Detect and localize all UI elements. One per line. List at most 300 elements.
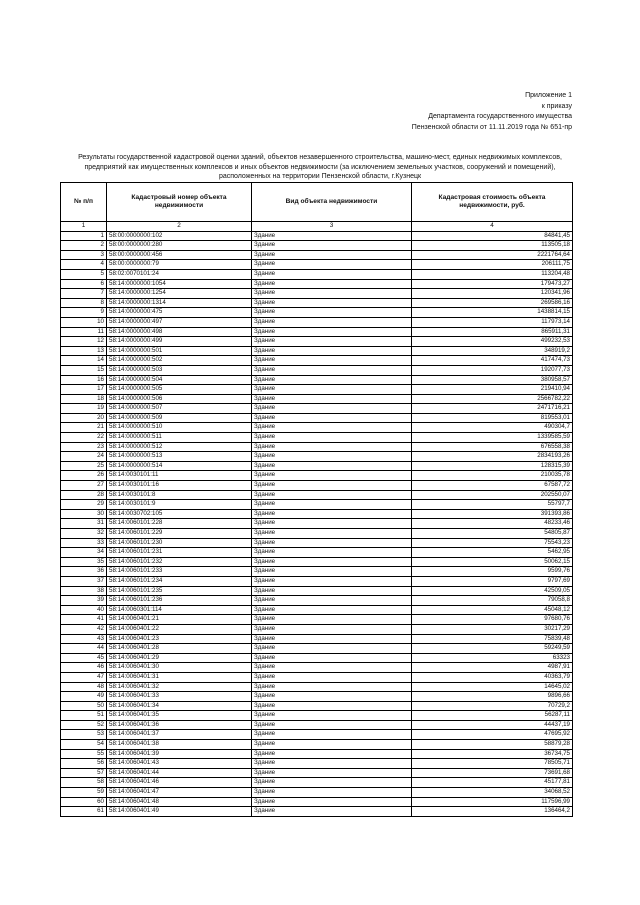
document-intro: Результаты государственной кадастровой оценки зданий, объектов незавершенного строительства, машино-мест, единых недвижимых комплексов, предприятий как имущественных комплексов и иных объектов недвижимости (за исключением земельных участков, сооружений и помещений), расположенных на территории Пензенской области, г.Кузнецк — [78, 154, 562, 181]
object-type: Здание — [252, 241, 412, 251]
object-type: Здание — [252, 327, 412, 337]
row-index: 52 — [61, 720, 107, 730]
object-type: Здание — [252, 663, 412, 673]
cadastral-number: 58:00:0000000:79 — [107, 260, 252, 270]
table-row — [61, 241, 573, 251]
table-row — [61, 394, 573, 404]
object-type: Здание — [252, 423, 412, 433]
row-index: 43 — [61, 634, 107, 644]
cadastral-value: 192077,73 — [412, 365, 573, 375]
cadastral-value: 2566782,22 — [412, 394, 573, 404]
row-index: 33 — [61, 538, 107, 548]
appendix-header — [412, 91, 572, 133]
object-type: Здание — [252, 548, 412, 558]
cadastral-number: 58:14:0060101:231 — [107, 548, 252, 558]
object-type: Здание — [252, 778, 412, 788]
table-row — [61, 461, 573, 471]
table-row — [61, 327, 573, 337]
cadastral-number: 58:14:0060401:43 — [107, 759, 252, 769]
row-index: 15 — [61, 365, 107, 375]
cadastral-value: 113204,48 — [412, 269, 573, 279]
object-type: Здание — [252, 797, 412, 807]
object-type: Здание — [252, 394, 412, 404]
table-row — [61, 807, 573, 817]
row-index: 58 — [61, 778, 107, 788]
object-type: Здание — [252, 672, 412, 682]
table-row — [61, 279, 573, 289]
row-index: 51 — [61, 711, 107, 721]
table-row — [61, 548, 573, 558]
cadastral-value: 79058,8 — [412, 596, 573, 606]
table-row — [61, 720, 573, 730]
object-type: Здание — [252, 337, 412, 347]
cadastral-number: 58:14:0060401:49 — [107, 807, 252, 817]
cadastral-value: 45048,12 — [412, 605, 573, 615]
row-index: 57 — [61, 768, 107, 778]
cadastral-value: 1438814,15 — [412, 308, 573, 318]
object-type: Здание — [252, 298, 412, 308]
cadastral-number: 58:14:0060101:232 — [107, 557, 252, 567]
object-type: Здание — [252, 596, 412, 606]
cadastral-number: 58:14:0000000:514 — [107, 461, 252, 471]
cadastral-value: 210035,78 — [412, 471, 573, 481]
row-index: 2 — [61, 241, 107, 251]
object-type: Здание — [252, 567, 412, 577]
object-type: Здание — [252, 365, 412, 375]
object-type: Здание — [252, 481, 412, 491]
object-type: Здание — [252, 759, 412, 769]
table-row — [61, 423, 573, 433]
appendix-title: Приложение 1 — [525, 92, 572, 99]
table-row — [61, 375, 573, 385]
row-index: 17 — [61, 385, 107, 395]
cadastral-value: 75543,23 — [412, 538, 573, 548]
cadastral-value: 117596,99 — [412, 797, 573, 807]
cadastral-number: 58:00:0000000:456 — [107, 250, 252, 260]
row-index: 23 — [61, 442, 107, 452]
cadastral-number: 58:14:0030101:11 — [107, 471, 252, 481]
object-type: Здание — [252, 461, 412, 471]
row-index: 49 — [61, 692, 107, 702]
cadastral-value: 120341,96 — [412, 289, 573, 299]
cadastral-value: 136464,2 — [412, 807, 573, 817]
cadastral-value: 14645,02 — [412, 682, 573, 692]
row-index: 50 — [61, 701, 107, 711]
row-index: 30 — [61, 509, 107, 519]
row-index: 6 — [61, 279, 107, 289]
cadastral-number: 58:14:0060101:234 — [107, 576, 252, 586]
cadastral-number: 58:14:0060401:44 — [107, 768, 252, 778]
table-row — [61, 298, 573, 308]
cadastral-value: 78505,71 — [412, 759, 573, 769]
table-row — [61, 289, 573, 299]
row-index: 61 — [61, 807, 107, 817]
object-type: Здание — [252, 500, 412, 510]
object-type: Здание — [252, 807, 412, 817]
row-index: 13 — [61, 346, 107, 356]
column-number: 2 — [107, 222, 252, 232]
cadastral-value: 348919,2 — [412, 346, 573, 356]
cadastral-value: 4987,91 — [412, 663, 573, 673]
row-index: 29 — [61, 500, 107, 510]
table-row — [61, 500, 573, 510]
cadastral-number: 58:14:0000000:1054 — [107, 279, 252, 289]
cadastral-number: 58:14:0060401:31 — [107, 672, 252, 682]
cadastral-value: 819553,01 — [412, 413, 573, 423]
cadastral-value: 97680,76 — [412, 615, 573, 625]
object-type: Здание — [252, 404, 412, 414]
object-type: Здание — [252, 653, 412, 663]
row-index: 22 — [61, 433, 107, 443]
table-row — [61, 442, 573, 452]
cadastral-value: 676558,38 — [412, 442, 573, 452]
cadastral-value: 67587,72 — [412, 481, 573, 491]
cadastral-number: 58:14:0060101:228 — [107, 519, 252, 529]
row-index: 36 — [61, 567, 107, 577]
cadastral-number: 58:14:0030101:9 — [107, 500, 252, 510]
object-type: Здание — [252, 586, 412, 596]
cadastral-number: 58:14:0060401:29 — [107, 653, 252, 663]
table-row — [61, 365, 573, 375]
cadastral-value: 44437,19 — [412, 720, 573, 730]
cadastral-number: 58:14:0000000:510 — [107, 423, 252, 433]
object-type: Здание — [252, 749, 412, 759]
cadastral-number: 58:14:0000000:475 — [107, 308, 252, 318]
row-index: 38 — [61, 586, 107, 596]
object-type: Здание — [252, 720, 412, 730]
row-index: 25 — [61, 461, 107, 471]
cadastral-value: 202550,07 — [412, 490, 573, 500]
row-index: 44 — [61, 644, 107, 654]
cadastral-number: 58:14:0000000:1254 — [107, 289, 252, 299]
object-type: Здание — [252, 279, 412, 289]
cadastral-number: 58:14:0000000:502 — [107, 356, 252, 366]
row-index: 12 — [61, 337, 107, 347]
table-row — [61, 682, 573, 692]
cadastral-value: 113505,18 — [412, 241, 573, 251]
cadastral-number: 58:14:0060401:39 — [107, 749, 252, 759]
row-index: 24 — [61, 452, 107, 462]
row-index: 56 — [61, 759, 107, 769]
table-row — [61, 413, 573, 423]
object-type: Здание — [252, 529, 412, 539]
table-row — [61, 740, 573, 750]
table-row — [61, 730, 573, 740]
cadastral-number: 58:02:0070101:24 — [107, 269, 252, 279]
object-type: Здание — [252, 519, 412, 529]
cadastral-number: 58:14:0060401:38 — [107, 740, 252, 750]
object-type: Здание — [252, 740, 412, 750]
table-row — [61, 634, 573, 644]
table-row — [61, 778, 573, 788]
table-row — [61, 615, 573, 625]
object-type: Здание — [252, 250, 412, 260]
cadastral-value: 63323 — [412, 653, 573, 663]
row-index: 53 — [61, 730, 107, 740]
object-type: Здание — [252, 605, 412, 615]
col-header-cadastral-value: Кадастровая стоимость объекта недвижимости, руб. — [412, 183, 573, 222]
cadastral-table — [60, 182, 573, 817]
object-type: Здание — [252, 442, 412, 452]
cadastral-value: 84841,45 — [412, 231, 573, 241]
object-type: Здание — [252, 557, 412, 567]
cadastral-value: 30217,29 — [412, 624, 573, 634]
table-row — [61, 788, 573, 798]
table-row — [61, 567, 573, 577]
cadastral-number: 58:14:0030101:8 — [107, 490, 252, 500]
table-row — [61, 605, 573, 615]
object-type: Здание — [252, 346, 412, 356]
object-type: Здание — [252, 413, 412, 423]
table-row — [61, 529, 573, 539]
object-type: Здание — [252, 260, 412, 270]
row-index: 19 — [61, 404, 107, 414]
object-type: Здание — [252, 701, 412, 711]
object-type: Здание — [252, 509, 412, 519]
col-header-index: № п/п — [61, 183, 107, 222]
row-index: 39 — [61, 596, 107, 606]
cadastral-number: 58:14:0060101:229 — [107, 529, 252, 539]
cadastral-number: 58:14:0000000:499 — [107, 337, 252, 347]
table-row — [61, 797, 573, 807]
cadastral-value: 1339585,59 — [412, 433, 573, 443]
row-index: 35 — [61, 557, 107, 567]
table-row — [61, 586, 573, 596]
object-type: Здание — [252, 452, 412, 462]
row-index: 27 — [61, 481, 107, 491]
table-row — [61, 557, 573, 567]
cadastral-number: 58:14:0000000:512 — [107, 442, 252, 452]
cadastral-value: 55797,7 — [412, 500, 573, 510]
cadastral-value: 59249,59 — [412, 644, 573, 654]
object-type: Здание — [252, 289, 412, 299]
cadastral-number: 58:14:0060101:230 — [107, 538, 252, 548]
cadastral-number: 58:14:0060401:46 — [107, 778, 252, 788]
row-index: 3 — [61, 250, 107, 260]
table-row — [61, 768, 573, 778]
cadastral-value: 42509,05 — [412, 586, 573, 596]
row-index: 42 — [61, 624, 107, 634]
object-type: Здание — [252, 692, 412, 702]
table-row — [61, 509, 573, 519]
cadastral-number: 58:14:0000000:498 — [107, 327, 252, 337]
table-row — [61, 337, 573, 347]
cadastral-value: 54805,87 — [412, 529, 573, 539]
cadastral-number: 58:14:0000000:497 — [107, 317, 252, 327]
object-type: Здание — [252, 730, 412, 740]
cadastral-value: 499232,53 — [412, 337, 573, 347]
cadastral-value: 56287,11 — [412, 711, 573, 721]
object-type: Здание — [252, 471, 412, 481]
cadastral-number: 58:14:0030101:16 — [107, 481, 252, 491]
object-type: Здание — [252, 711, 412, 721]
table-header-row — [61, 183, 573, 222]
cadastral-number: 58:14:0000000:507 — [107, 404, 252, 414]
cadastral-value: 5462,95 — [412, 548, 573, 558]
cadastral-value: 128315,39 — [412, 461, 573, 471]
row-index: 32 — [61, 529, 107, 539]
table-row — [61, 576, 573, 586]
row-index: 21 — [61, 423, 107, 433]
table-row — [61, 596, 573, 606]
row-index: 31 — [61, 519, 107, 529]
table-row — [61, 346, 573, 356]
cadastral-value: 75839,48 — [412, 634, 573, 644]
cadastral-number: 58:14:0060401:34 — [107, 701, 252, 711]
cadastral-value: 391393,86 — [412, 509, 573, 519]
cadastral-number: 58:14:0060401:47 — [107, 788, 252, 798]
table-row — [61, 481, 573, 491]
table-row — [61, 519, 573, 529]
cadastral-number: 58:14:0060401:30 — [107, 663, 252, 673]
cadastral-value: 490304,7 — [412, 423, 573, 433]
table-body — [61, 231, 573, 816]
cadastral-value: 58879,28 — [412, 740, 573, 750]
table-row — [61, 260, 573, 270]
cadastral-number: 58:14:0000000:1314 — [107, 298, 252, 308]
cadastral-number: 58:14:0060401:23 — [107, 634, 252, 644]
row-index: 14 — [61, 356, 107, 366]
row-index: 1 — [61, 231, 107, 241]
cadastral-value: 219410,94 — [412, 385, 573, 395]
cadastral-number: 58:14:0000000:506 — [107, 394, 252, 404]
column-number: 3 — [252, 222, 412, 232]
cadastral-number: 58:14:0000000:503 — [107, 365, 252, 375]
table-row — [61, 701, 573, 711]
object-type: Здание — [252, 576, 412, 586]
cadastral-number: 58:14:0000000:511 — [107, 433, 252, 443]
table-row — [61, 356, 573, 366]
row-index: 54 — [61, 740, 107, 750]
cadastral-number: 58:14:0000000:501 — [107, 346, 252, 356]
cadastral-value: 73691,68 — [412, 768, 573, 778]
cadastral-number: 58:14:0000000:504 — [107, 375, 252, 385]
table-row — [61, 653, 573, 663]
cadastral-value: 417474,73 — [412, 356, 573, 366]
object-type: Здание — [252, 615, 412, 625]
table-row — [61, 250, 573, 260]
row-index: 45 — [61, 653, 107, 663]
cadastral-value: 50062,15 — [412, 557, 573, 567]
cadastral-number: 58:14:0060401:48 — [107, 797, 252, 807]
appendix-order-ref: к приказу — [541, 102, 572, 110]
table-row — [61, 490, 573, 500]
col-header-cadastral-number: Кадастровый номер объекта недвижимости — [107, 183, 252, 222]
cadastral-value: 865911,31 — [412, 327, 573, 337]
cadastral-number: 58:14:0060401:33 — [107, 692, 252, 702]
table-row — [61, 749, 573, 759]
row-index: 46 — [61, 663, 107, 673]
object-type: Здание — [252, 788, 412, 798]
cadastral-number: 58:14:0060401:22 — [107, 624, 252, 634]
row-index: 59 — [61, 788, 107, 798]
table-row — [61, 317, 573, 327]
col-header-object-type: Вид объекта недвижимости — [252, 183, 412, 222]
object-type: Здание — [252, 490, 412, 500]
cadastral-number: 58:14:0060101:236 — [107, 596, 252, 606]
table-row — [61, 711, 573, 721]
cadastral-value: 34068,52 — [412, 788, 573, 798]
cadastral-number: 58:14:0060401:32 — [107, 682, 252, 692]
table-row — [61, 433, 573, 443]
column-number: 1 — [61, 222, 107, 232]
table-row — [61, 385, 573, 395]
row-index: 55 — [61, 749, 107, 759]
cadastral-number: 58:14:0060401:37 — [107, 730, 252, 740]
object-type: Здание — [252, 231, 412, 241]
row-index: 28 — [61, 490, 107, 500]
row-index: 60 — [61, 797, 107, 807]
cadastral-value: 2221764,64 — [412, 250, 573, 260]
cadastral-value: 2471716,21 — [412, 404, 573, 414]
cadastral-value: 206111,75 — [412, 260, 573, 270]
cadastral-number: 58:14:0000000:513 — [107, 452, 252, 462]
row-index: 47 — [61, 672, 107, 682]
cadastral-value: 9797,69 — [412, 576, 573, 586]
object-type: Здание — [252, 317, 412, 327]
table-row — [61, 538, 573, 548]
cadastral-value: 117973,14 — [412, 317, 573, 327]
appendix-order-date: Пензенской области от 11.11.2019 года № 651-пр — [411, 123, 572, 131]
cadastral-number: 58:14:0000000:505 — [107, 385, 252, 395]
cadastral-value: 48233,46 — [412, 519, 573, 529]
table-row — [61, 624, 573, 634]
object-type: Здание — [252, 644, 412, 654]
row-index: 10 — [61, 317, 107, 327]
cadastral-value: 2834193,26 — [412, 452, 573, 462]
row-index: 40 — [61, 605, 107, 615]
table-row — [61, 308, 573, 318]
object-type: Здание — [252, 433, 412, 443]
object-type: Здание — [252, 634, 412, 644]
table-row — [61, 663, 573, 673]
row-index: 20 — [61, 413, 107, 423]
object-type: Здание — [252, 308, 412, 318]
cadastral-number: 58:14:0060401:21 — [107, 615, 252, 625]
row-index: 5 — [61, 269, 107, 279]
row-index: 16 — [61, 375, 107, 385]
cadastral-number: 58:00:0000000:102 — [107, 231, 252, 241]
cadastral-value: 40363,79 — [412, 672, 573, 682]
object-type: Здание — [252, 356, 412, 366]
object-type: Здание — [252, 624, 412, 634]
cadastral-value: 36734,75 — [412, 749, 573, 759]
row-index: 48 — [61, 682, 107, 692]
cadastral-value: 179473,27 — [412, 279, 573, 289]
cadastral-number: 58:14:0060401:36 — [107, 720, 252, 730]
cadastral-number: 58:14:0000000:509 — [107, 413, 252, 423]
table-row — [61, 692, 573, 702]
row-index: 9 — [61, 308, 107, 318]
row-index: 8 — [61, 298, 107, 308]
object-type: Здание — [252, 538, 412, 548]
row-index: 7 — [61, 289, 107, 299]
cadastral-number: 58:00:0000000:280 — [107, 241, 252, 251]
object-type: Здание — [252, 682, 412, 692]
cadastral-number: 58:14:0060401:35 — [107, 711, 252, 721]
cadastral-value: 45177,81 — [412, 778, 573, 788]
object-type: Здание — [252, 269, 412, 279]
row-index: 41 — [61, 615, 107, 625]
row-index: 37 — [61, 576, 107, 586]
object-type: Здание — [252, 768, 412, 778]
cadastral-number: 58:14:0060101:233 — [107, 567, 252, 577]
object-type: Здание — [252, 375, 412, 385]
table-row — [61, 269, 573, 279]
row-index: 34 — [61, 548, 107, 558]
cadastral-value: 380958,57 — [412, 375, 573, 385]
cadastral-number: 58:14:0060301:114 — [107, 605, 252, 615]
